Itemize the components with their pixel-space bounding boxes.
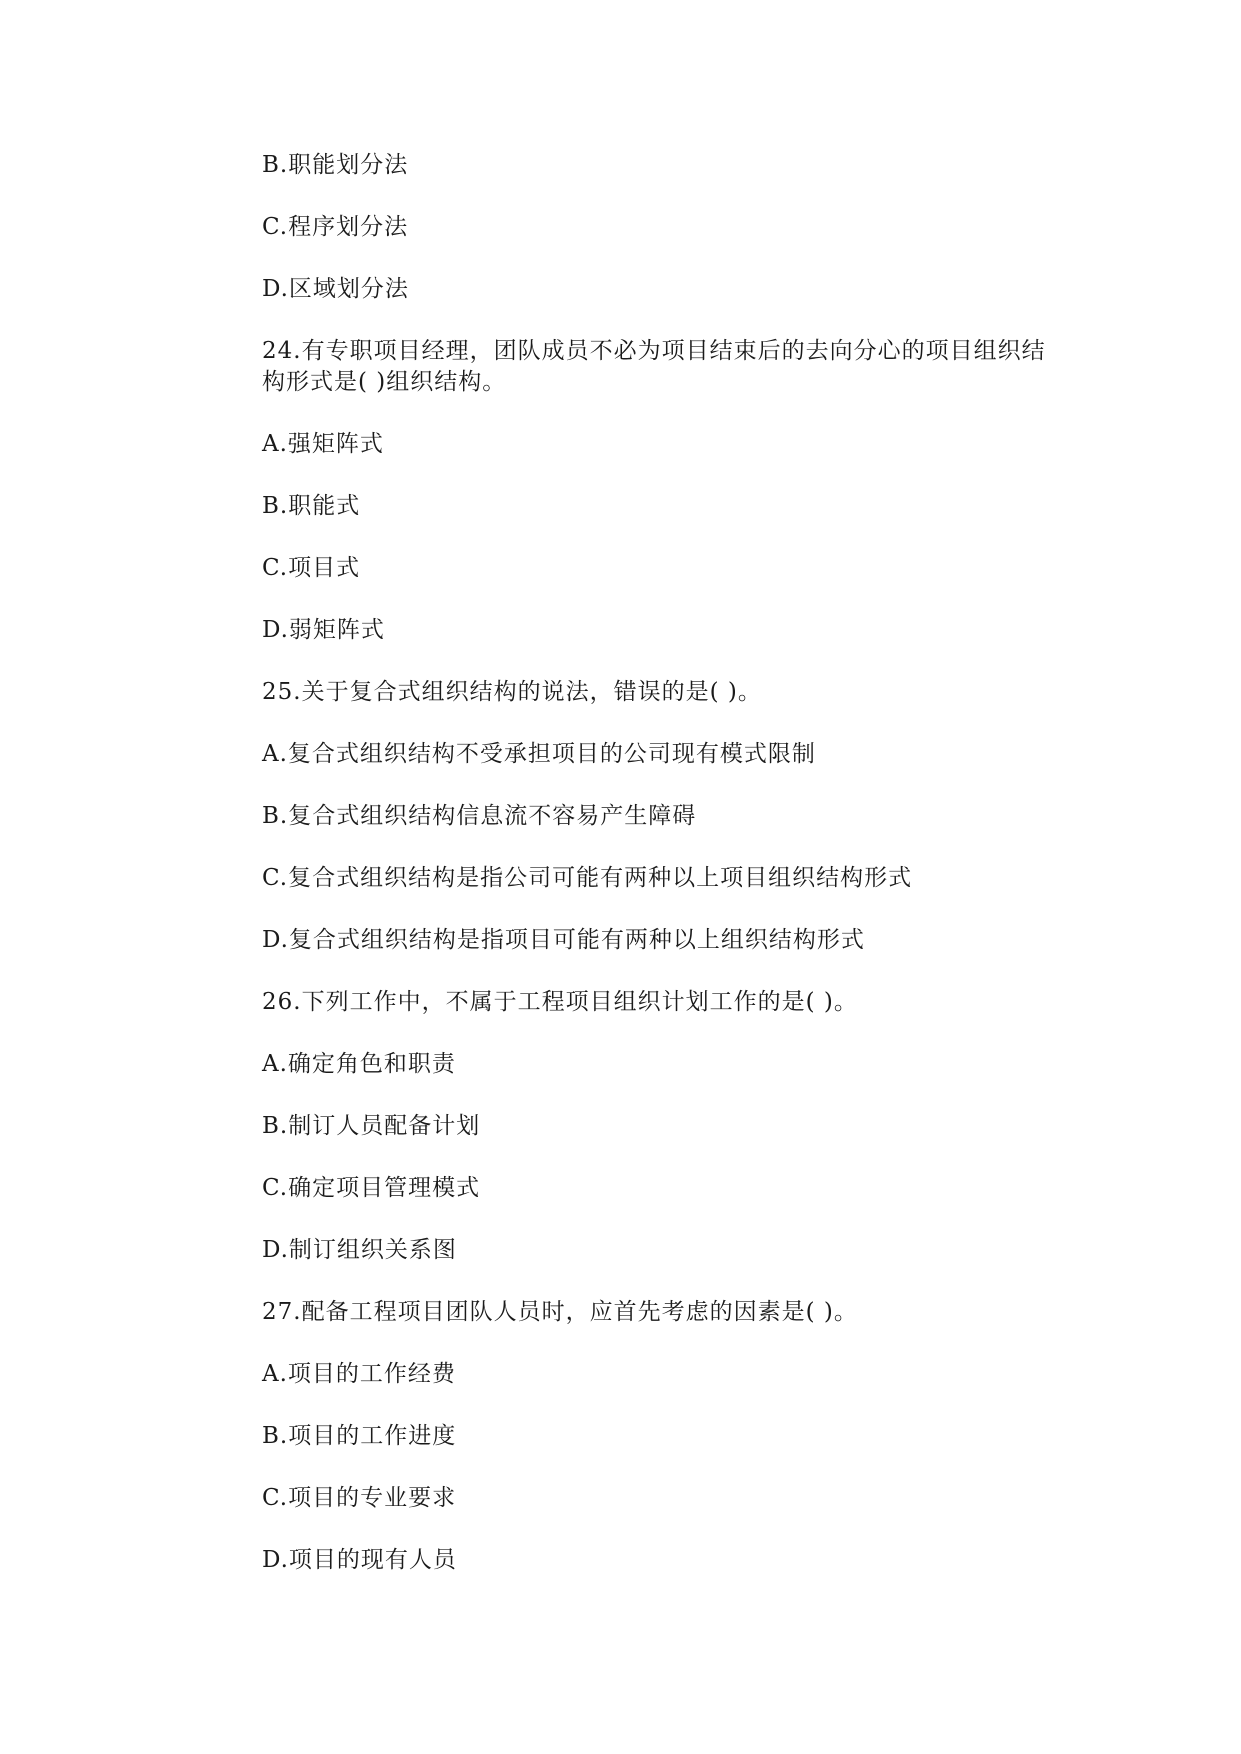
option-c-q24: C.项目式 — [262, 555, 361, 581]
option-c-q27: C.项目的专业要求 — [262, 1485, 457, 1511]
option-c-q23: C.程序划分法 — [262, 214, 409, 240]
option-a-q26: A.确定角色和职责 — [262, 1051, 456, 1077]
question-27: 27.配备工程项目团队人员时，应首先考虑的因素是( )。 — [262, 1299, 858, 1325]
option-d-q25: D.复合式组织结构是指项目可能有两种以上组织结构形式 — [262, 927, 865, 953]
option-c-q26: C.确定项目管理模式 — [262, 1175, 481, 1201]
option-a-q25: A.复合式组织结构不受承担项目的公司现有模式限制 — [262, 741, 816, 767]
question-24: 24.有专职项目经理，团队成员不必为项目结束后的去向分心的项目组织结构形式是( )组织结构。 — [262, 338, 1046, 395]
question-25: 25.关于复合式组织结构的说法，错误的是( )。 — [262, 679, 762, 705]
option-d-q24: D.弱矩阵式 — [262, 617, 385, 643]
option-a-q27: A.项目的工作经费 — [262, 1361, 456, 1387]
option-a-q24: A.强矩阵式 — [262, 431, 384, 457]
option-d-q23: D.区域划分法 — [262, 276, 409, 302]
option-b-q24: B.职能式 — [262, 493, 361, 519]
option-d-q26: D.制订组织关系图 — [262, 1237, 457, 1263]
option-b-q27: B.项目的工作进度 — [262, 1423, 457, 1449]
question-26: 26.下列工作中，不属于工程项目组织计划工作的是( )。 — [262, 989, 858, 1015]
option-b-q25: B.复合式组织结构信息流不容易产生障碍 — [262, 803, 697, 829]
option-d-q27: D.项目的现有人员 — [262, 1547, 457, 1573]
option-c-q25: C.复合式组织结构是指公司可能有两种以上项目组织结构形式 — [262, 865, 913, 891]
option-b-q23: B.职能划分法 — [262, 152, 409, 178]
option-b-q26: B.制订人员配备计划 — [262, 1113, 481, 1139]
